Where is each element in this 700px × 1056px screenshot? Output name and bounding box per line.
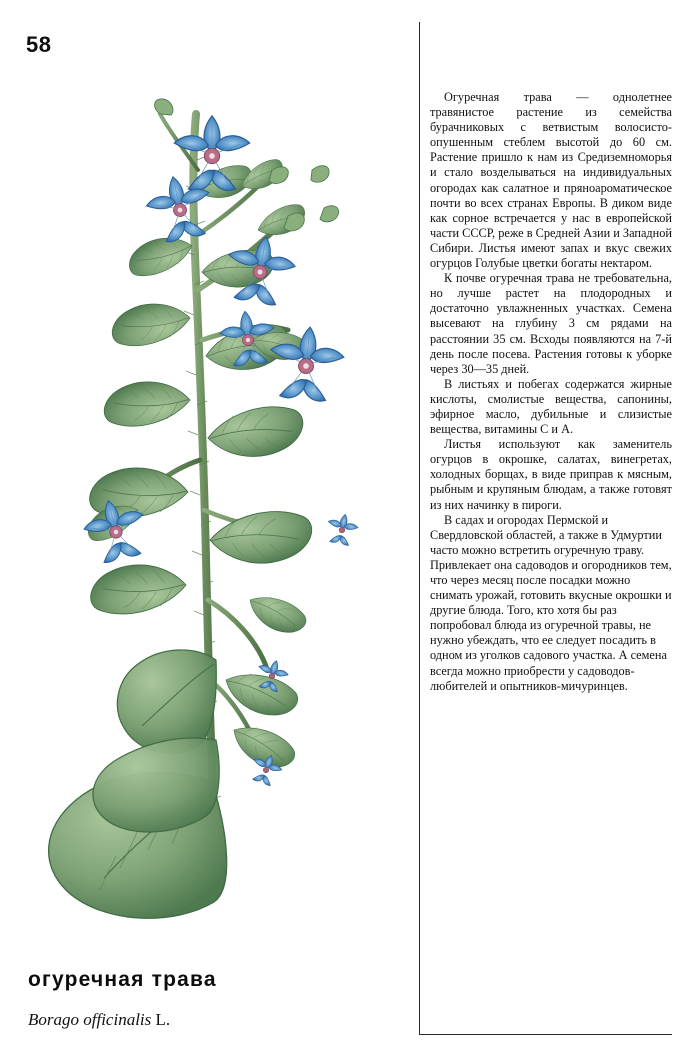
plant-latin-binomial: Borago officinalis <box>28 1010 152 1029</box>
paragraph: Огуречная трава — однолетнее травянистое растение из семейства бурачниковых с ветвистым волосисто-опушенным стеблем высотой до 60 см. Растение пришло к нам из Средиземноморья и стало возделываться на индивидуальных огородах как салатное и пряноароматическое почти во всех странах Европы. В диком виде как сорное встречается у нас в европейской части СССР, реже в Средней Азии и Западной Сибири. Листья имеют запах и вкус свежих огурцов Голубые цветки богаты нектаром. <box>430 90 672 271</box>
paragraph: Листья используют как заменитель огурцов в окрошке, салатах, винегретах, холодных борщах, в виде приправ к мясным, рыбным и крупяным блюдам, а также готовят из них начинку в пироги. <box>430 437 672 512</box>
bottom-divider-rule <box>419 1034 672 1035</box>
plant-latin-authority: L. <box>155 1010 171 1029</box>
plant-common-name: огуречная трава <box>28 968 217 991</box>
paragraph: В садах и огородах Пермской и Свердловской областей, а также в Удмуртии часто можно встретить огуречную траву. Привлекает она садоводов и огородников тем, что через месяц после посадки можно снимать урожай, готовить вкусные окрошки и другие блюда. Того, кто хотя бы раз попробовал блюда из огуречной травы, не нужно убеждать, что ее следует посадить в одном из уголков садового участка. А семена всегда можно приобрести у садоводов-любителей и опытников-мичуринцев. <box>430 512 672 693</box>
page-number: 58 <box>26 32 52 57</box>
article-text-column <box>430 90 672 694</box>
paragraph: В листьях и побегах содержатся жирные кислоты, смолистые вещества, сапонины, эфирное масло, дубильные и слизистые вещества, витамины С и А. <box>430 376 672 437</box>
column-divider-rule <box>419 22 420 1034</box>
plant-latin-name <box>28 1010 398 1030</box>
paragraph: К почве огуречная трава не требовательна, но лучше растет на плодородных и достаточно увлажненных участках. Семена высевают на глубину 3 см рядами на расстоянии 35 см. Всходы появляются на 7-й день после посева. Растения готовы к уборке через 30—35 дней. <box>430 271 672 376</box>
borage-plant-illustration <box>20 40 400 940</box>
flower-right-lower <box>324 511 360 547</box>
figure-caption <box>28 968 398 1030</box>
